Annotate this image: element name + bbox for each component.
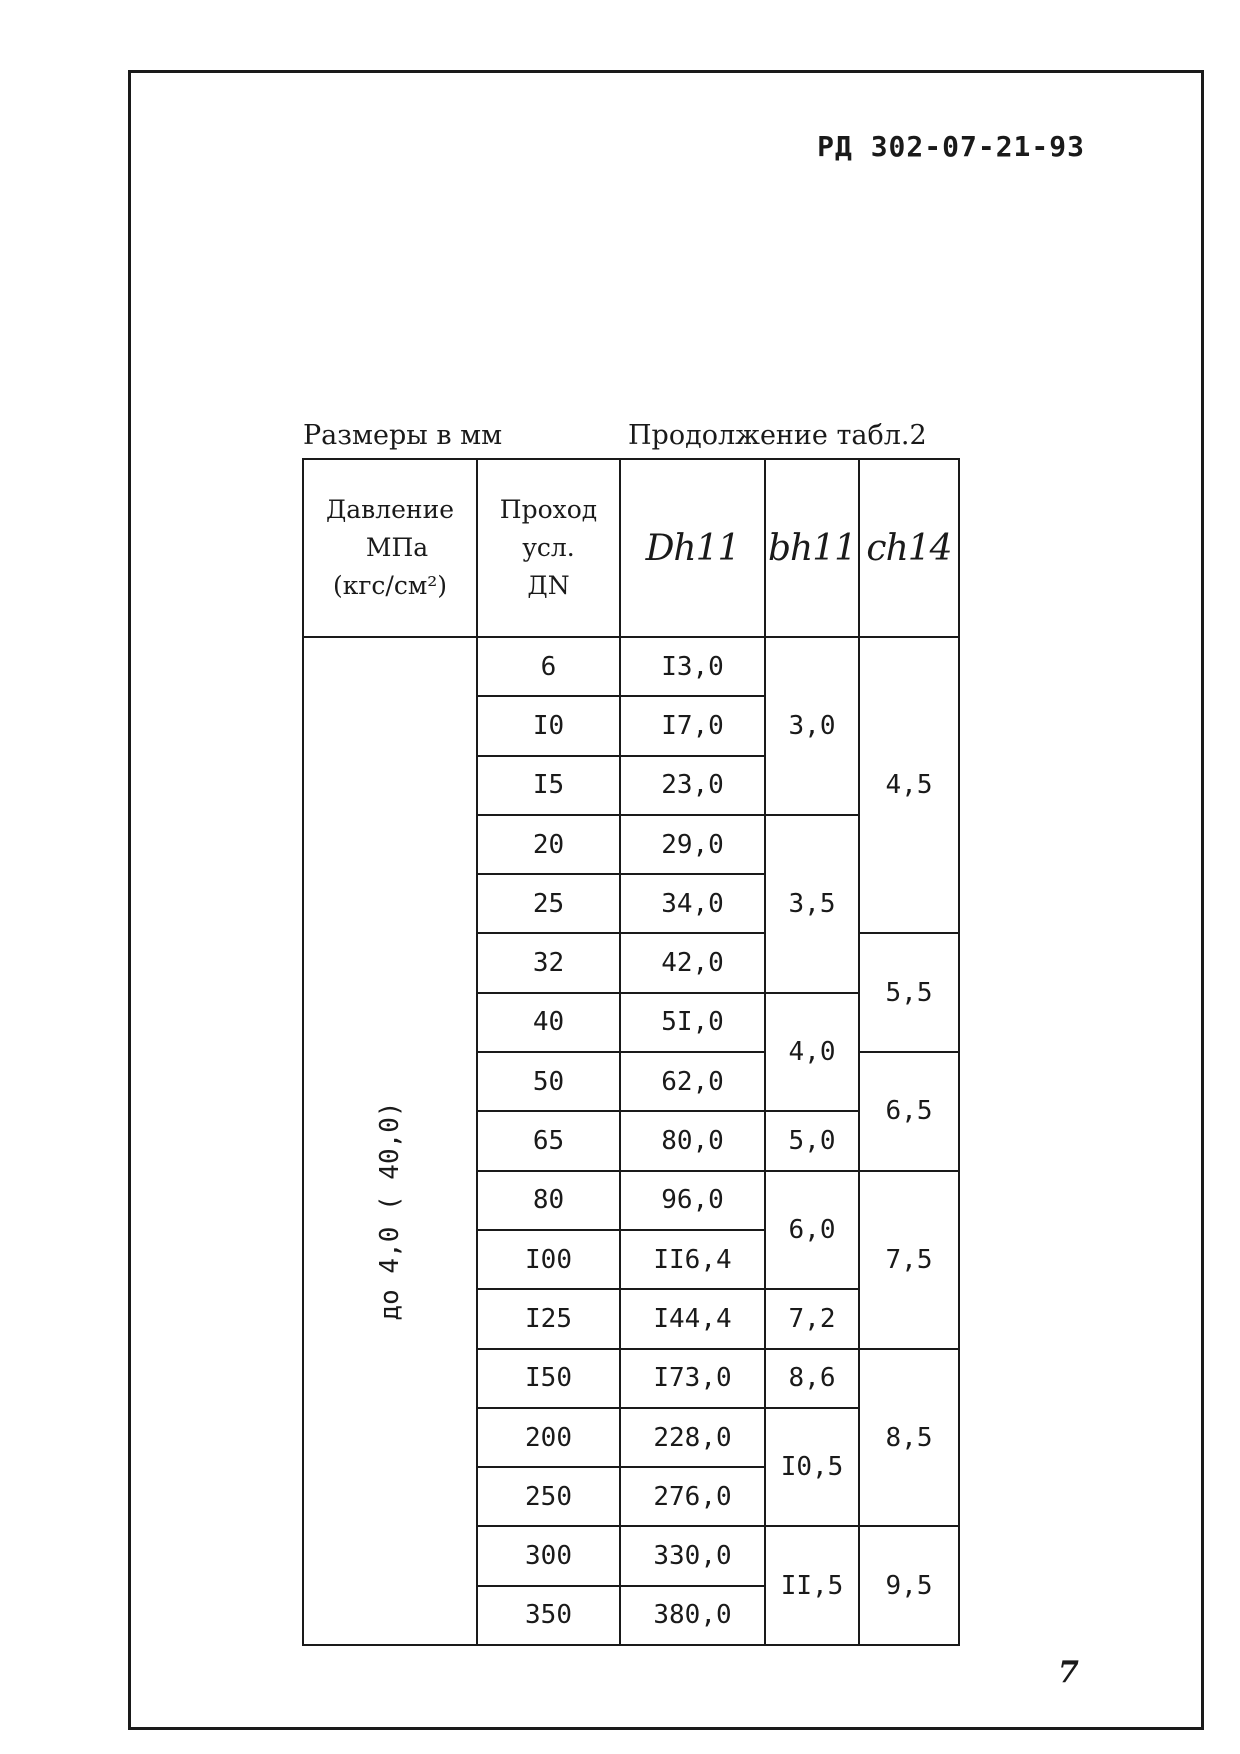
- table-row: [303, 637, 959, 696]
- dn-cell: I50: [477, 1349, 620, 1408]
- dn-cell: I00: [477, 1230, 620, 1289]
- header-ch14: ch14: [859, 459, 959, 637]
- ch14-cell: 7,5: [859, 1171, 959, 1349]
- dn-cell: 6: [477, 637, 620, 696]
- dh11-cell: I7,0: [620, 696, 765, 755]
- table-continuation-caption: Продолжение табл.2: [628, 420, 927, 451]
- bh11-cell: I0,5: [765, 1408, 859, 1527]
- dn-cell: 40: [477, 993, 620, 1052]
- ch14-cell: 4,5: [859, 637, 959, 933]
- dn-cell: 20: [477, 815, 620, 874]
- dh11-cell: II6,4: [620, 1230, 765, 1289]
- dh11-cell: 42,0: [620, 933, 765, 992]
- table-header-row: [303, 459, 959, 637]
- dn-cell: 80: [477, 1171, 620, 1230]
- page-number: 7: [1058, 1655, 1079, 1690]
- ch14-cell: 6,5: [859, 1052, 959, 1171]
- dh11-cell: 276,0: [620, 1467, 765, 1526]
- header-dn-line-3: ДN: [527, 571, 570, 600]
- dn-cell: I0: [477, 696, 620, 755]
- bh11-cell: 5,0: [765, 1111, 859, 1170]
- bh11-cell: II,5: [765, 1526, 859, 1645]
- dh11-cell: I44,4: [620, 1289, 765, 1348]
- dn-cell: I25: [477, 1289, 620, 1348]
- dh11-cell: 23,0: [620, 756, 765, 815]
- ch14-cell: 5,5: [859, 933, 959, 1052]
- header-pressure-line-2: МПа: [365, 533, 429, 562]
- dh11-cell: 62,0: [620, 1052, 765, 1111]
- header-pressure-line-3: (кгс/см²): [332, 571, 448, 600]
- header-dh11: Dh11: [620, 459, 765, 637]
- bh11-cell: 8,6: [765, 1349, 859, 1408]
- bh11-cell: 3,5: [765, 815, 859, 993]
- ch14-cell: 8,5: [859, 1349, 959, 1527]
- dh11-cell: 380,0: [620, 1586, 765, 1645]
- dn-cell: 32: [477, 933, 620, 992]
- dh11-cell: 80,0: [620, 1111, 765, 1170]
- dh11-cell: I3,0: [620, 637, 765, 696]
- header-bh11: bh11: [765, 459, 859, 637]
- header-nominal-diameter: [477, 459, 620, 637]
- units-caption: Размеры в мм: [303, 420, 503, 451]
- dh11-cell: I73,0: [620, 1349, 765, 1408]
- dn-cell: 350: [477, 1586, 620, 1645]
- dn-cell: I5: [477, 756, 620, 815]
- dh11-cell: 96,0: [620, 1171, 765, 1230]
- document-code: РД 302-07-21-93: [817, 130, 1085, 163]
- dh11-cell: 5I,0: [620, 993, 765, 1052]
- dn-cell: 200: [477, 1408, 620, 1467]
- header-pressure-line-1: Давление: [325, 495, 455, 524]
- dh11-cell: 29,0: [620, 815, 765, 874]
- pressure-cell: [303, 637, 477, 1645]
- dimensions-table: [302, 458, 960, 1646]
- bh11-cell: 7,2: [765, 1289, 859, 1348]
- ch14-cell: 9,5: [859, 1526, 959, 1645]
- dn-cell: 250: [477, 1467, 620, 1526]
- bh11-cell: 3,0: [765, 637, 859, 815]
- header-pressure: [303, 459, 477, 637]
- header-dn-line-1: Проход: [499, 495, 598, 524]
- dh11-cell: 34,0: [620, 874, 765, 933]
- pressure-value: до 4,0 ( 40,0): [375, 1101, 405, 1321]
- dn-cell: 50: [477, 1052, 620, 1111]
- dh11-cell: 228,0: [620, 1408, 765, 1467]
- dn-cell: 65: [477, 1111, 620, 1170]
- dn-cell: 300: [477, 1526, 620, 1585]
- header-dn-line-2: усл.: [522, 533, 575, 562]
- bh11-cell: 4,0: [765, 993, 859, 1112]
- dh11-cell: 330,0: [620, 1526, 765, 1585]
- dn-cell: 25: [477, 874, 620, 933]
- bh11-cell: 6,0: [765, 1171, 859, 1290]
